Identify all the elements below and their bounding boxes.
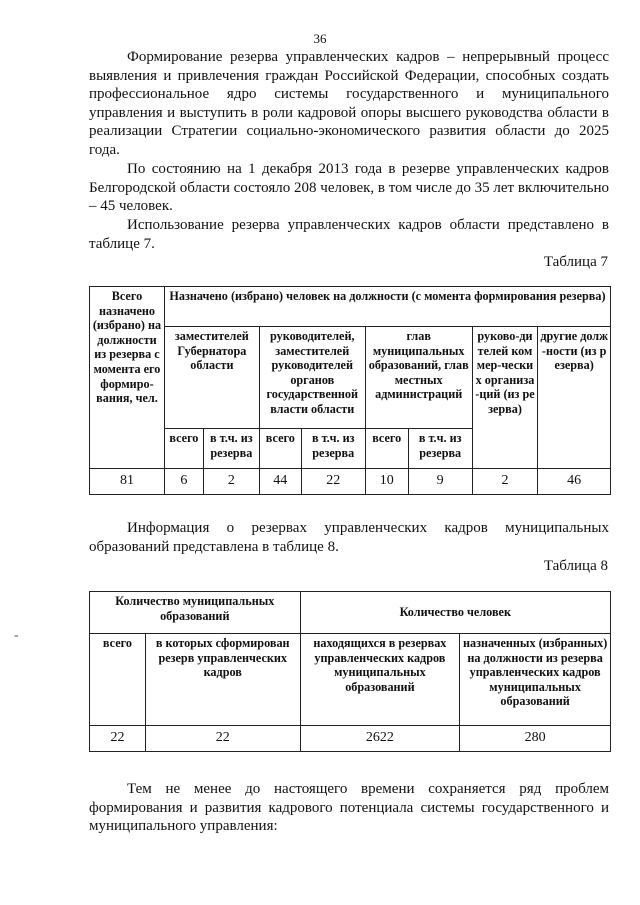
t7-value-commercial: 2 [472,469,538,495]
t8-header-people: Количество человек [300,592,610,634]
t7-header-total: Всего назначено (избрано) на должности из резерва с момента его формиро-вания, чел. [90,287,165,469]
t7-sub-total-2: всего [259,429,301,469]
t8-value-in-reserve: 2622 [300,726,460,752]
t7-sub-reserve-2: в т.ч. из резерва [301,429,365,469]
table-7 [89,286,611,495]
margin-tick-mark: - [14,628,19,643]
t7-value-municipal-reserve: 9 [408,469,472,495]
t8-value-total: 22 [90,726,146,752]
t8-col-total: всего [90,634,146,726]
t8-value-with-reserve: 22 [145,726,300,752]
page-number: 36 [313,31,327,46]
t7-header-group: Назначено (избрано) человек на должности (с момента формирования резерва) [164,287,610,327]
paragraph-reserve-status: По состоянию на 1 декабря 2013 года в резерве управленческих кадров Белгородской области состояло 208 человек, в том числе до 35 лет включительно – 45 человек. [89,161,609,215]
paragraph-problems: Тем не менее до настоящего времени сохраняется ряд проблем формирования и развития кадрового потенциала системы государственного и муниципального управления: [89,781,609,835]
t7-sub-reserve-1: в т.ч. из резерва [203,429,259,469]
t7-value-total: 81 [90,469,165,495]
t7-header-commercial: руково-дителей коммер-ческих организа-ций (из резерва) [472,327,538,469]
table8-caption: Таблица 8 [543,558,608,574]
t7-value-municipal-total: 10 [365,469,408,495]
t7-value-deputy-total: 6 [164,469,203,495]
t8-value-appointed: 280 [460,726,611,752]
t7-header-deputy-governor: заместителей Губернатора области [164,327,259,429]
t8-col-appointed: назначенных (избранных) на должности из резерва управленческих кадров муниципальных образований [460,634,611,726]
t7-header-municipal-heads: глав муниципальных образований, глав местных администраций [365,327,472,429]
paragraph-municipal-info: Информация о резервах управленческих кадров муниципальных образований представлена в таблице 8. [89,520,609,555]
t8-col-with-reserve: в которых сформирован резерв управленческих кадров [145,634,300,726]
paragraph-reserve-formation: Формирование резерва управленческих кадров – непрерывный процесс выявления и привлечения граждан Российской Федерации, способных создать профессиональное ядро системы государственного и муниципального управления и выступить в роли кадровой опоры высшего руководства области в реализации Стратегии социально-экономического развития области до 2025 года. [89,49,609,158]
t7-sub-reserve-3: в т.ч. из резерва [408,429,472,469]
t7-value-state-reserve: 22 [301,469,365,495]
t8-col-in-reserve: находящихся в резервах управленческих кадров муниципальных образований [300,634,460,726]
table7-caption: Таблица 7 [543,254,608,270]
paragraph-reserve-usage: Использование резерва управленческих кадров области представлено в таблице 7. [89,217,609,252]
t7-header-state-authorities: руководителей, заместителей руководителей органов государственной власти области [259,327,365,429]
t8-header-municipalities: Количество муниципальных образований [90,592,301,634]
t7-value-state-total: 44 [259,469,301,495]
t7-value-other: 46 [538,469,611,495]
table-8 [89,591,611,752]
t7-value-deputy-reserve: 2 [203,469,259,495]
t7-sub-total-3: всего [365,429,408,469]
t7-sub-total-1: всего [164,429,203,469]
t7-header-other: другие долж-ности (из резерва) [538,327,611,469]
